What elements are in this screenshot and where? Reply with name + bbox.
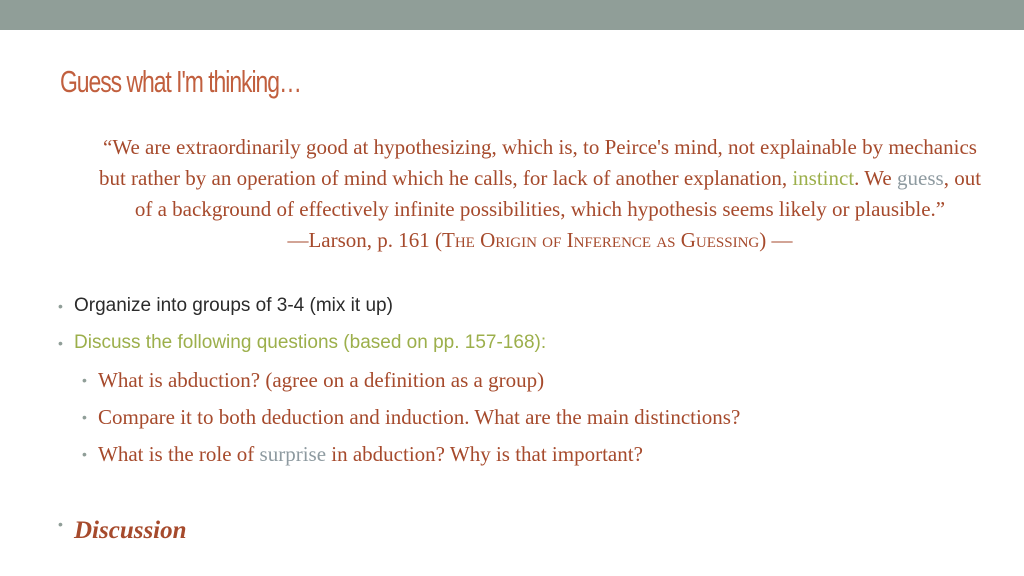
question-abduction: What is abduction? (agree on a definition as a group) bbox=[98, 368, 545, 392]
list-item bbox=[54, 366, 1014, 403]
bullet-discuss: Discuss the following questions (based on pp. 157-168): bbox=[74, 332, 547, 353]
question-surprise-before: What is the role of bbox=[98, 442, 260, 466]
slide-title: Guess what I'm thinking… bbox=[60, 64, 301, 99]
quote-guess: guess bbox=[897, 166, 944, 190]
quote-instinct: instinct bbox=[792, 166, 855, 190]
list-item bbox=[54, 403, 1014, 440]
bullet-icon: • bbox=[82, 372, 87, 388]
surprise-word: surprise bbox=[259, 442, 327, 466]
bullet-organize: Organize into groups of 3-4 (mix it up) bbox=[74, 295, 393, 316]
discussion-heading: Discussion bbox=[74, 517, 187, 544]
bullet-icon: • bbox=[58, 516, 63, 532]
bullet-icon: • bbox=[58, 298, 63, 314]
list-item bbox=[54, 292, 1014, 329]
book-title: The Origin of Inference as Guessing bbox=[442, 228, 760, 252]
attribution-prefix: —Larson, p. 161 ( bbox=[287, 228, 443, 252]
quote-text-part1: “We are extraordinarily good at hypothesizing, which is, to Peirce's mind, not explainable by mechanics but rather by an operation of mind which he calls, for lack of another explanation, bbox=[98, 135, 977, 190]
top-accent-bar bbox=[0, 0, 1024, 30]
list-item bbox=[54, 440, 1014, 477]
list-item bbox=[54, 329, 1014, 366]
quote-block bbox=[90, 132, 990, 256]
quote-text-part3: , out of a background of effectively infinite possibilities, which hypothesis seems likely or plausible.” bbox=[134, 166, 982, 221]
quote-text-part2: . We bbox=[854, 166, 898, 190]
bullet-list bbox=[54, 292, 1014, 477]
attribution-suffix: ) — bbox=[759, 228, 793, 252]
question-compare: Compare it to both deduction and induction. What are the main distinctions? bbox=[98, 405, 741, 429]
bullet-icon: • bbox=[82, 409, 87, 425]
bullet-icon: • bbox=[58, 335, 63, 351]
question-surprise-after: in abduction? Why is that important? bbox=[326, 442, 643, 466]
bullet-icon: • bbox=[82, 446, 87, 462]
question-surprise bbox=[98, 440, 643, 468]
